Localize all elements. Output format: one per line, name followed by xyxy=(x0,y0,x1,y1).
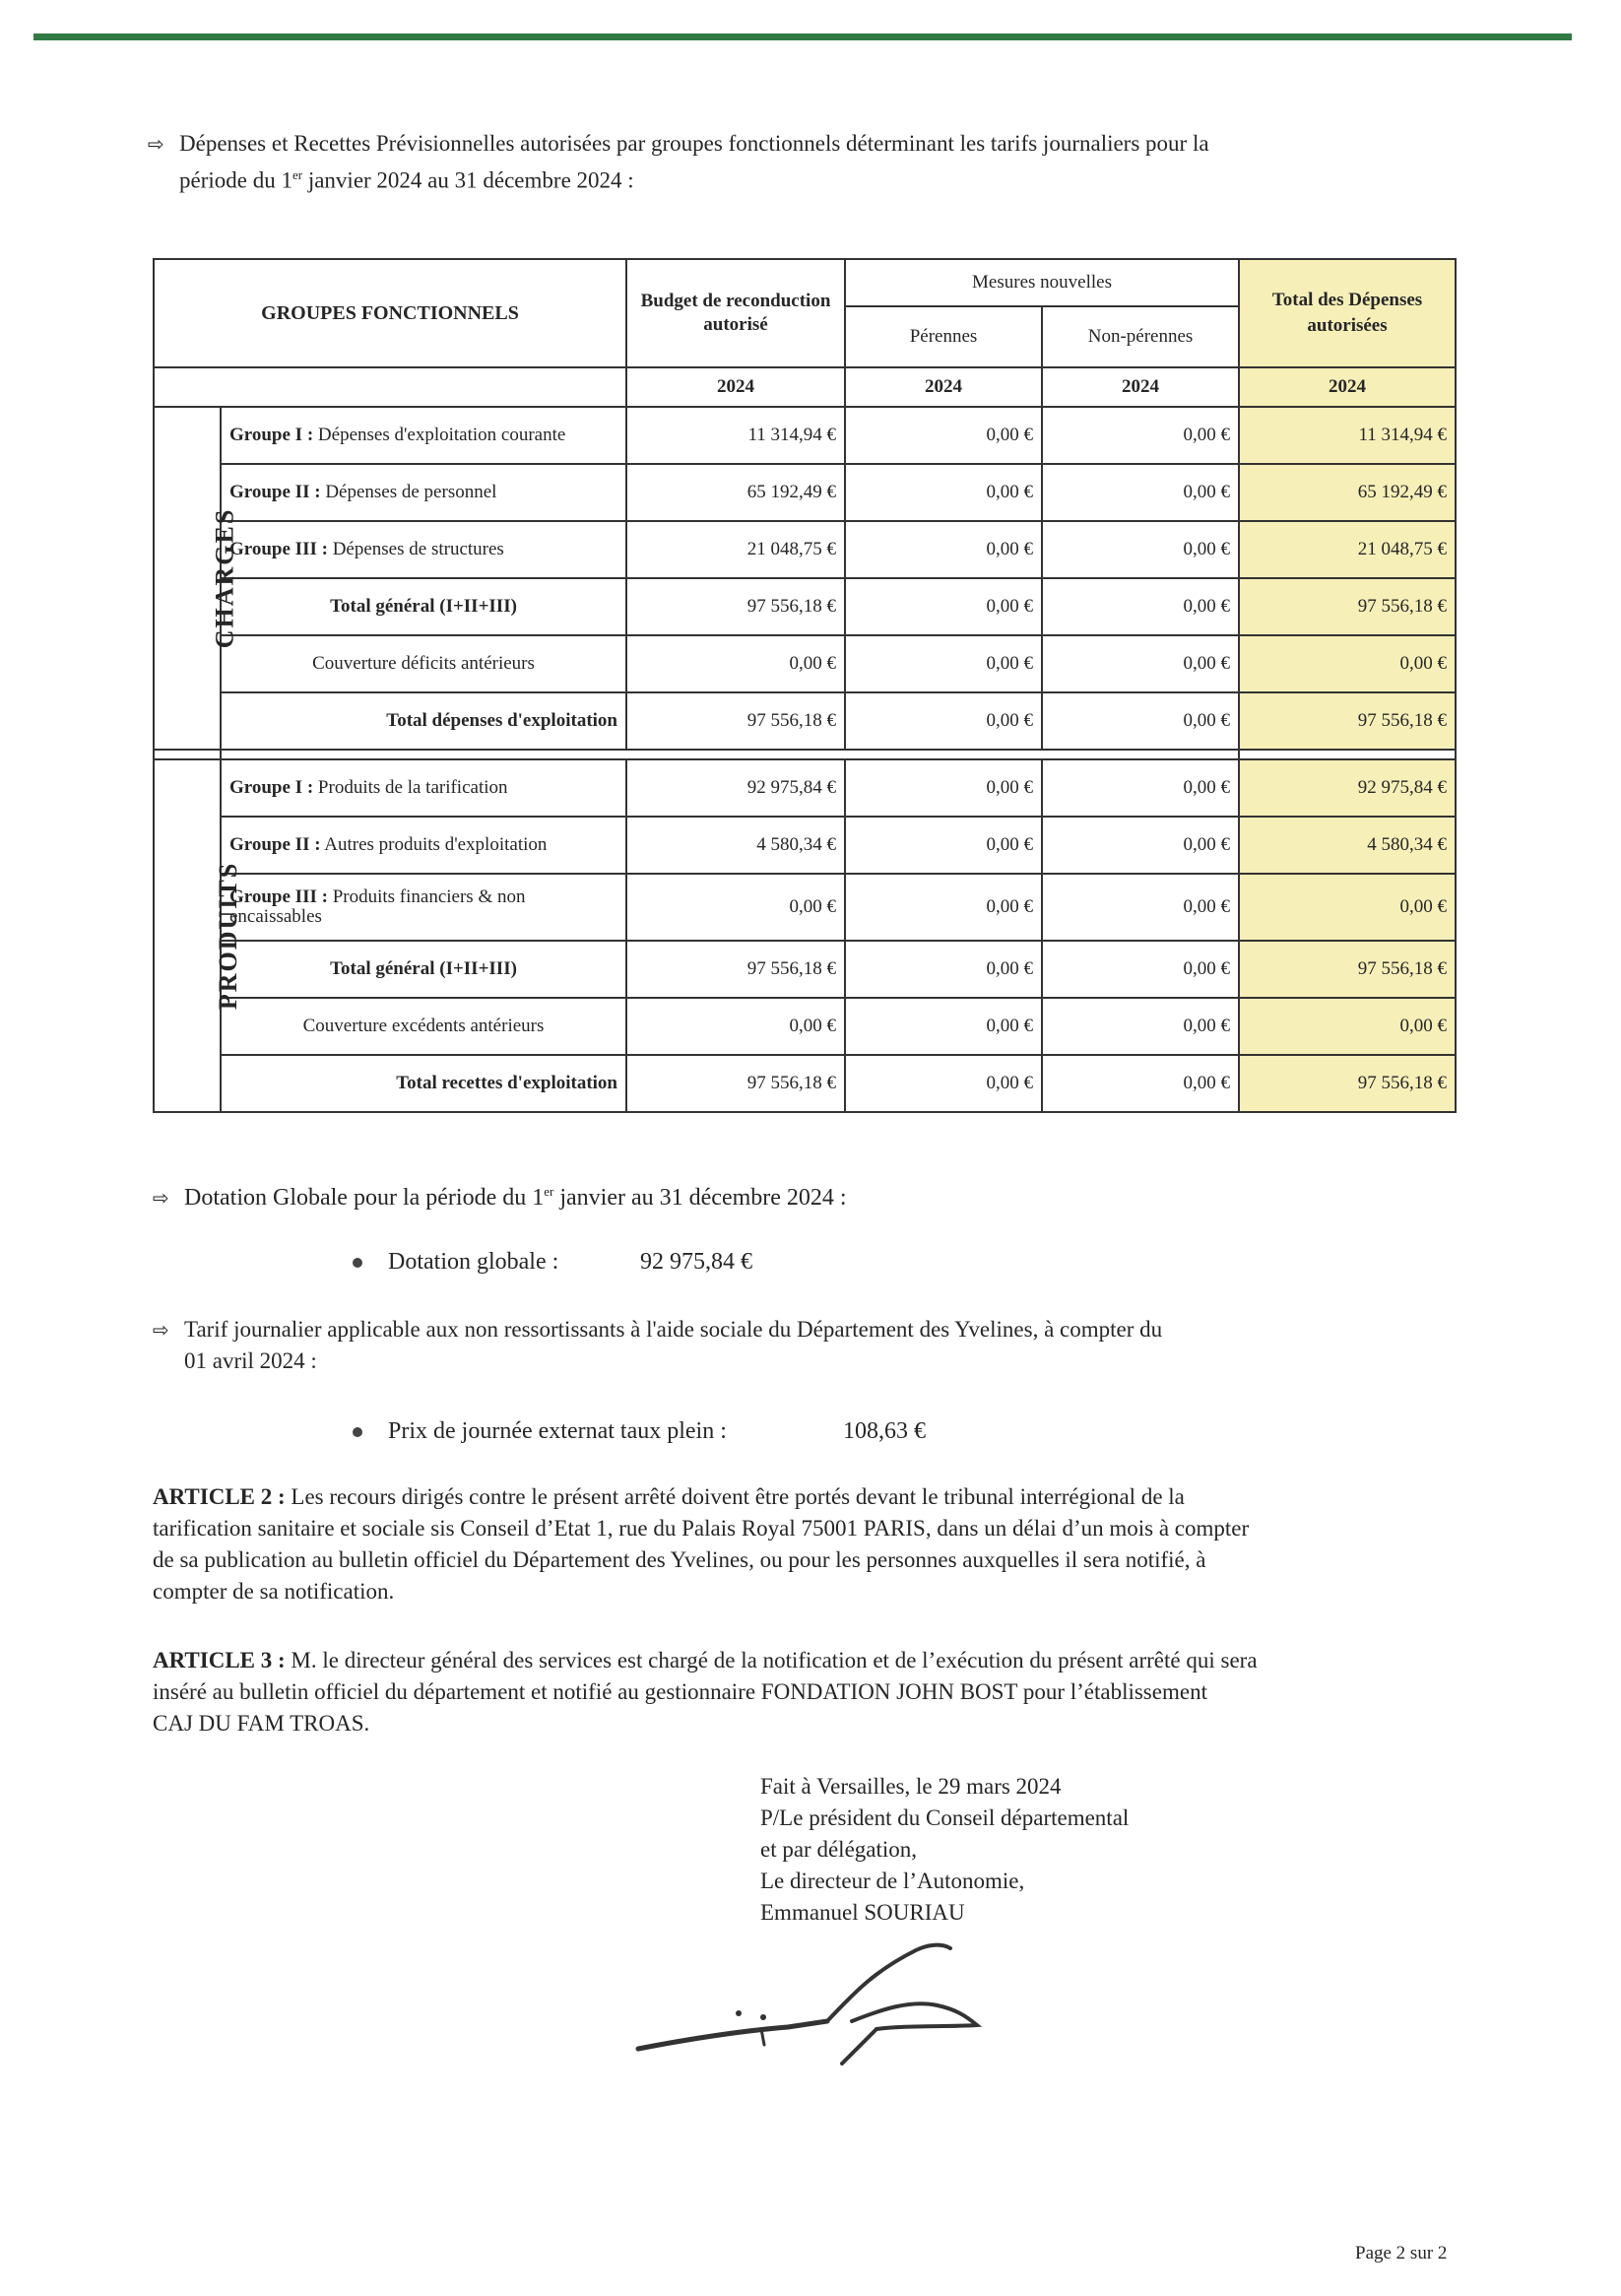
header-total: Total des Dépenses autorisées xyxy=(1239,259,1456,367)
dotation-bullet xyxy=(353,1246,752,1278)
bullet-icon xyxy=(353,1258,362,1268)
table-row: Total recettes d'exploitation 97 556,18 € 0,00 € 0,00 € 97 556,18 € xyxy=(154,1055,1456,1112)
header-perennes: Pérennes xyxy=(845,306,1042,367)
header-groupes-fonctionnels: GROUPES FONCTIONNELS xyxy=(154,259,626,367)
tarif-value: 108,63 € xyxy=(843,1418,926,1444)
bullet-icon xyxy=(353,1427,362,1437)
table-row: Couverture excédents antérieurs 0,00 € 0,00 € 0,00 € 0,00 € xyxy=(154,998,1456,1055)
tarif-heading: ⇨ Tarif journalier applicable aux non ressortissants à l'aide sociale du Département des Yvelines, à compter du 01 avril 2024 : xyxy=(153,1314,1458,1377)
table-gap xyxy=(154,750,1456,759)
table-row: Total général (I+II+III) 97 556,18 € 0,00 € 0,00 € 97 556,18 € xyxy=(154,578,1456,635)
handwritten-signature xyxy=(630,1931,1024,2083)
signature-block: Fait à Versailles, le 29 mars 2024 P/Le président du Conseil départemental et par délégation, Le directeur de l’Autonomie, Emmanuel SOURIAU xyxy=(760,1774,1130,1925)
table-row: Groupe II : Autres produits d'exploitation 4 580,34 € 0,00 € 0,00 € 4 580,34 € xyxy=(154,817,1456,874)
budget-table xyxy=(153,258,1457,1113)
top-green-rule xyxy=(33,33,1572,40)
article-3-title: ARTICLE 3 : xyxy=(153,1648,286,1673)
table-row: Groupe II : Dépenses de personnel 65 192,49 € 0,00 € 0,00 € 65 192,49 € xyxy=(154,464,1456,521)
header-blank xyxy=(154,367,626,407)
year-non-perennes: 2024 xyxy=(1042,367,1239,407)
year-budget: 2024 xyxy=(626,367,845,407)
table-row: Groupe III : Dépenses de structures 21 048,75 € 0,00 € 0,00 € 21 048,75 € xyxy=(154,521,1456,578)
tarif-bullet xyxy=(353,1415,926,1447)
intro-heading: ⇨ Dépenses et Recettes Prévisionnelles autorisées par groupes fonctionnels déterminant les tarifs journaliers pour la période du 1er janvier 2024 au 31 décembre 2024 : xyxy=(148,128,1458,197)
dotation-label: Dotation globale : xyxy=(388,1249,559,1275)
table-row: CHARGES Groupe I : Dépenses d'exploitation courante 11 314,94 € 0,00 € 0,00 € 11 314,94 € xyxy=(154,407,1456,464)
table-row: Couverture déficits antérieurs 0,00 € 0,00 € 0,00 € 0,00 € xyxy=(154,635,1456,692)
year-perennes: 2024 xyxy=(845,367,1042,407)
table-row: PRODUITS Groupe I : Produits de la tarification 92 975,84 € 0,00 € 0,00 € 92 975,84 € xyxy=(154,759,1456,817)
table-row: Total général (I+II+III) 97 556,18 € 0,00 € 0,00 € 97 556,18 € xyxy=(154,941,1456,998)
dotation-value: 92 975,84 € xyxy=(640,1249,752,1275)
table-row: Total dépenses d'exploitation 97 556,18 € 0,00 € 0,00 € 97 556,18 € xyxy=(154,692,1456,750)
tarif-label: Prix de journée externat taux plein : xyxy=(388,1418,727,1444)
arrow-right-icon: ⇨ xyxy=(153,1318,169,1342)
arrow-right-icon: ⇨ xyxy=(153,1186,169,1210)
arrow-right-icon: ⇨ xyxy=(148,132,164,156)
dotation-heading: ⇨ Dotation Globale pour la période du 1er janvier au 31 décembre 2024 : xyxy=(153,1176,847,1214)
article-2: ARTICLE 2 : Les recours dirigés contre le présent arrêté doivent être portés devant le tribunal interrégional de la tarification sanitaire et sociale sis Conseil d’Etat 1, rue du Palais Royal 75001 PARIS, dans un délai d’un mois à compter de sa publication au bulletin officiel du Département des Yvelines, ou pour les personnes auxquelles il sera notifié, à compter de sa notification. xyxy=(153,1484,1250,1604)
year-total: 2024 xyxy=(1239,367,1456,407)
charges-section-label: CHARGES xyxy=(154,407,221,750)
article-2-title: ARTICLE 2 : xyxy=(153,1484,286,1509)
header-mesures-nouvelles: Mesures nouvelles xyxy=(845,259,1239,306)
page-number: Page 2 sur 2 xyxy=(1355,2243,1448,2263)
header-budget: Budget de reconduction autorisé xyxy=(626,259,845,367)
article-3: ARTICLE 3 : M. le directeur général des services est chargé de la notification et de l’exécution du présent arrêté qui sera inséré au bulletin officiel du département et notifié au gestionnaire FONDATION JOHN BOST pour l’établissement CAJ DU FAM TROAS. xyxy=(153,1648,1258,1736)
table-row: Groupe III : Produits financiers & non encaissables 0,00 € 0,00 € 0,00 € 0,00 € xyxy=(154,874,1456,941)
header-non-perennes: Non-pérennes xyxy=(1042,306,1239,367)
produits-section-label: PRODUITS xyxy=(154,759,221,1112)
